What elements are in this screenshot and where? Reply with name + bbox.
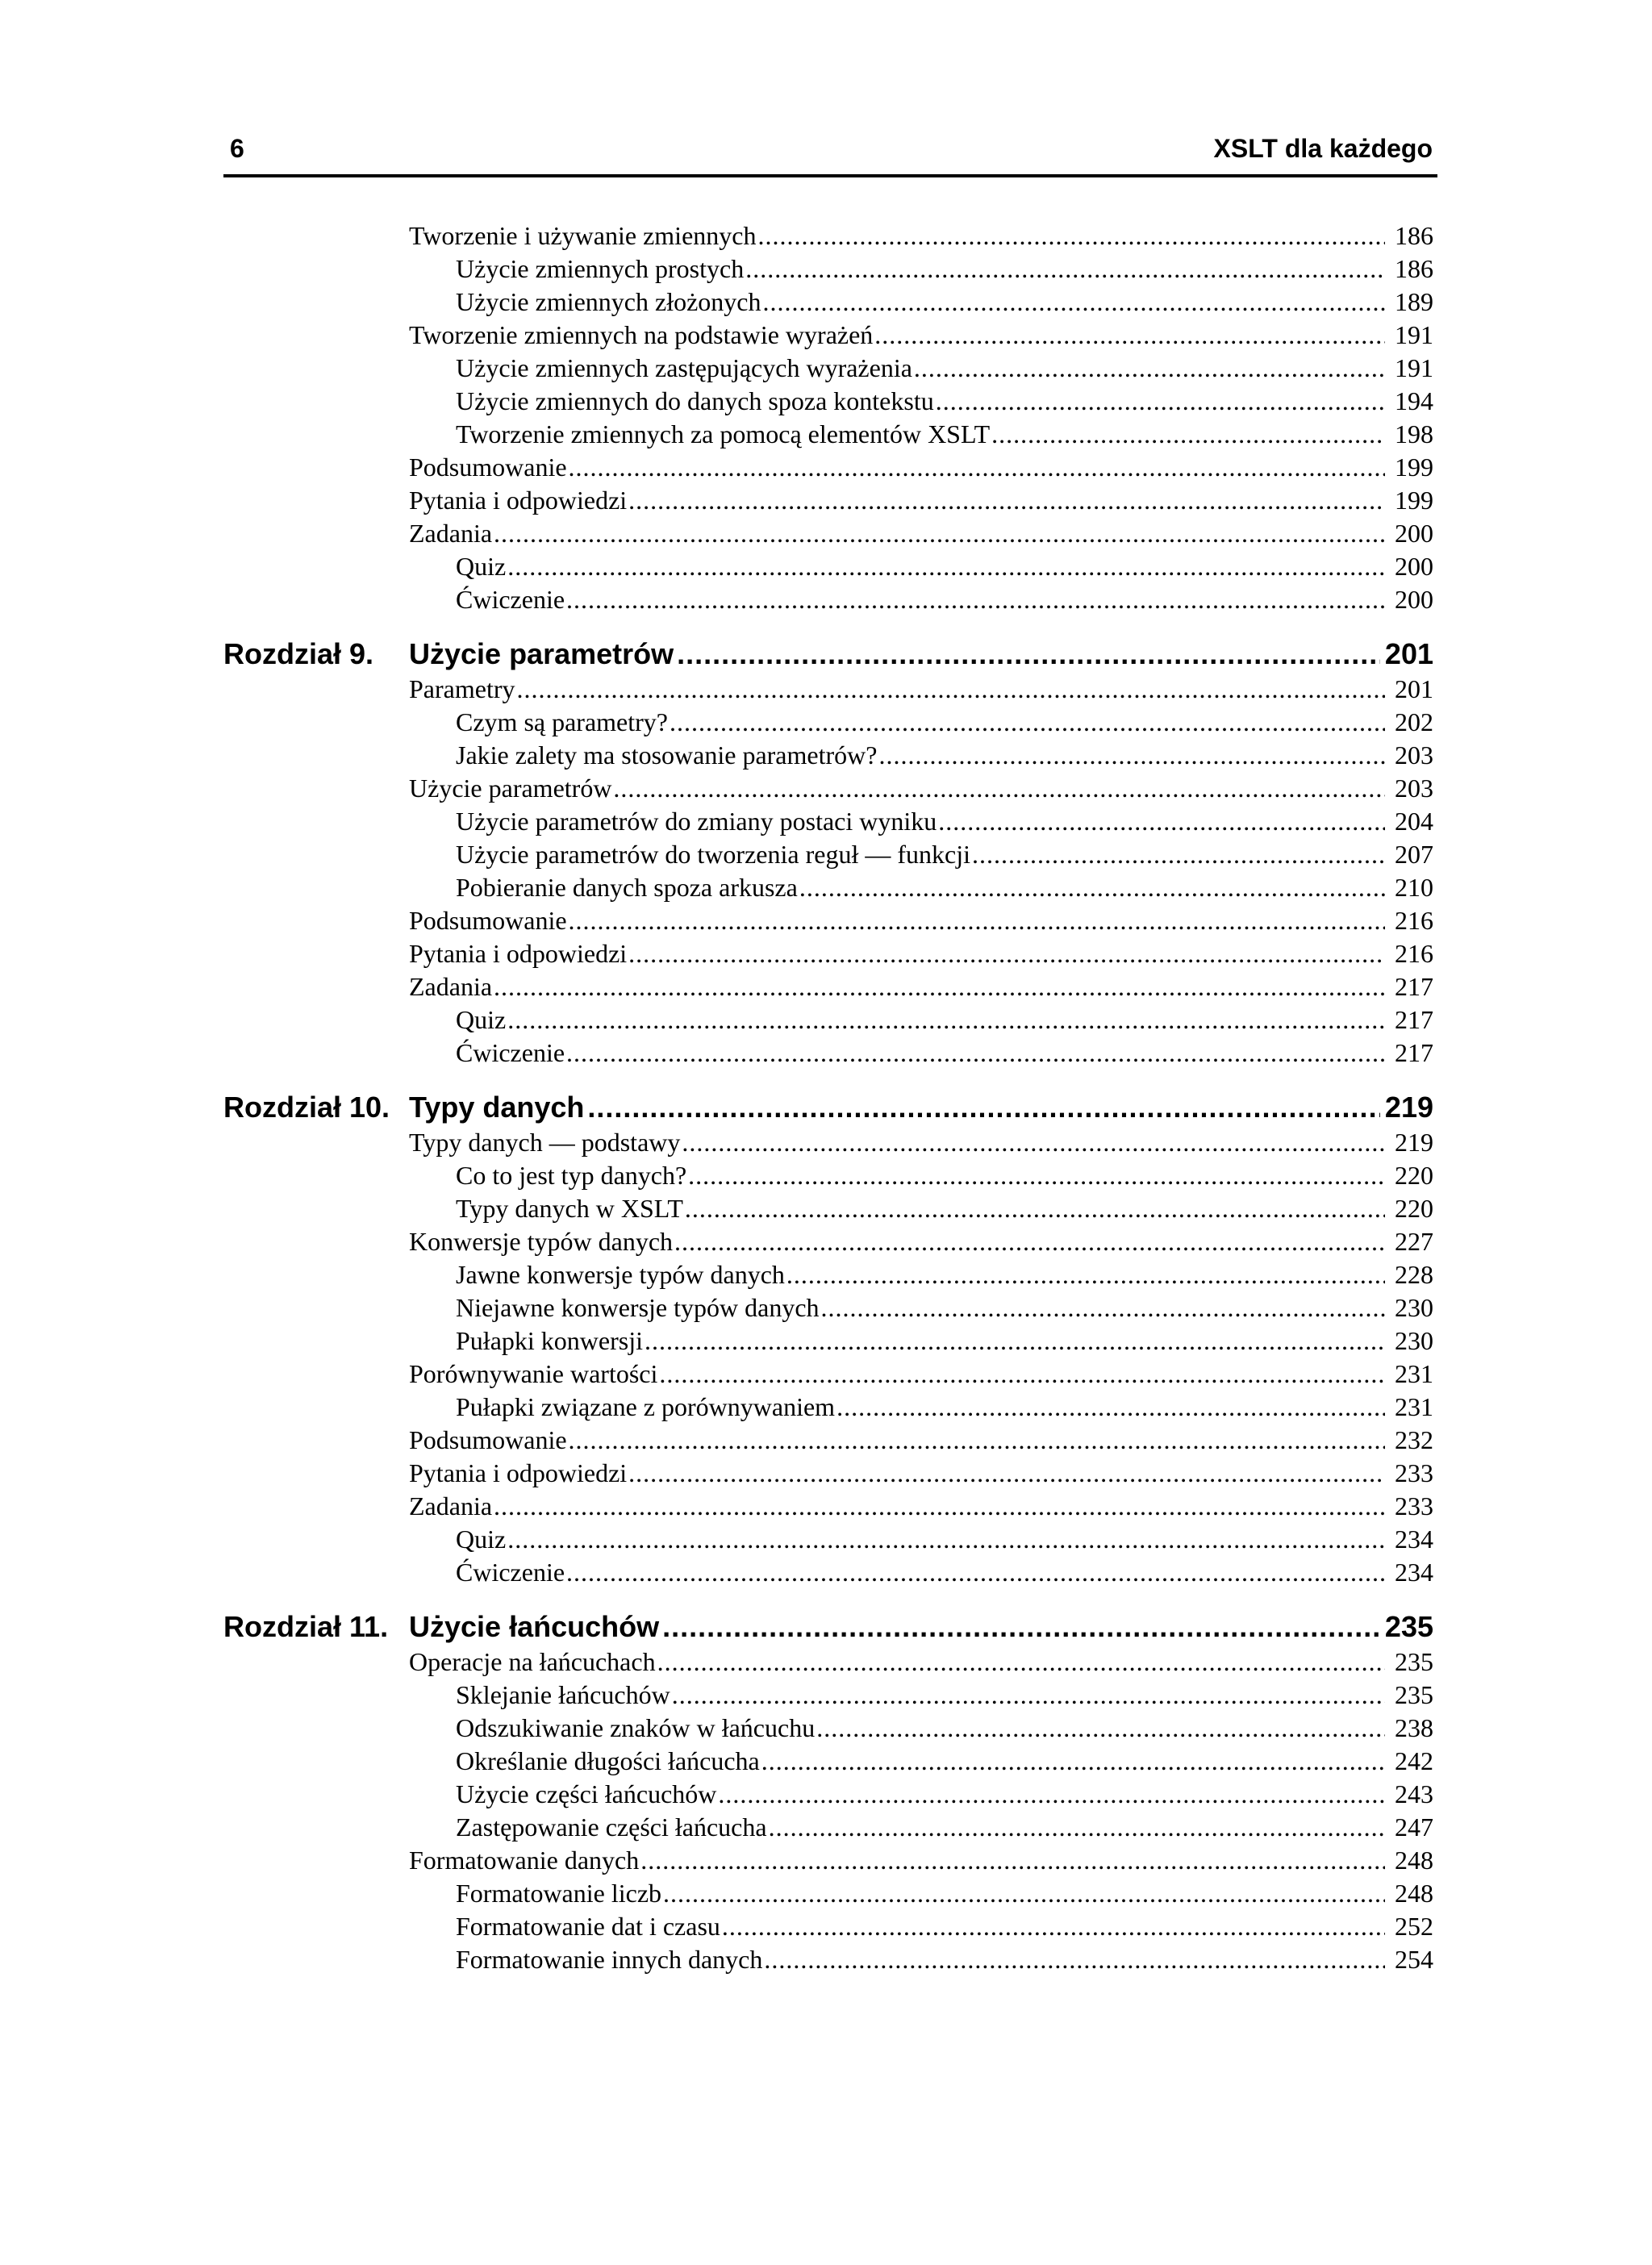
toc-section-entry [409, 673, 1433, 706]
toc-subsection-entry [456, 550, 1433, 583]
entry-title: Użycie parametrów [409, 774, 612, 803]
entry-title: Podsumowanie [409, 453, 567, 482]
entry-title: Określanie długości łańcucha [456, 1746, 760, 1775]
toc-subsection-entry [456, 1679, 1433, 1712]
page-ref: 248 [1395, 1879, 1433, 1908]
entry-title: Podsumowanie [409, 906, 567, 935]
page-ref: 254 [1395, 1945, 1433, 1974]
toc-section-entry [409, 219, 1433, 252]
dot-leader [688, 1159, 1385, 1192]
toc-section-entry [409, 904, 1433, 937]
page-ref: 201 [1384, 637, 1433, 670]
dot-leader [645, 1324, 1385, 1358]
entry-title: Zadania [409, 519, 493, 548]
entry-title: Jakie zalety ma stosowanie parametrów? [456, 740, 878, 770]
page-ref: 189 [1395, 287, 1433, 316]
dot-leader [507, 1003, 1385, 1037]
dot-leader [763, 286, 1386, 319]
entry-title: Porównywanie wartości [409, 1359, 658, 1388]
entry-title: Formatowanie liczb [456, 1879, 662, 1908]
toc-section-entry [409, 1844, 1433, 1877]
entry-title: Pułapki konwersji [456, 1326, 643, 1355]
toc-section-entry [409, 1490, 1433, 1523]
page-ref: 201 [1395, 674, 1433, 703]
entry-title: Podsumowanie [409, 1425, 567, 1454]
toc-subsection-entry [456, 286, 1433, 319]
dot-leader [507, 1523, 1385, 1556]
page-ref: 238 [1395, 1713, 1433, 1742]
running-title: XSLT dla każdego [1213, 134, 1433, 163]
page-ref: 242 [1395, 1746, 1433, 1775]
entry-title: Użycie parametrów do zmiany postaci wyniku [456, 807, 937, 836]
entry-title: Formatowanie danych [409, 1846, 640, 1875]
toc-subsection-entry [456, 1391, 1433, 1424]
page-ref: 235 [1395, 1647, 1433, 1676]
page-ref: 232 [1395, 1425, 1433, 1454]
dot-leader [566, 1556, 1385, 1589]
page-ref: 247 [1395, 1812, 1433, 1842]
entry-title: Quiz [456, 552, 507, 581]
chapter-number: Rozdział 10. [223, 1091, 390, 1124]
page-number: 6 [230, 134, 244, 163]
dot-leader [674, 1225, 1385, 1258]
page-ref: 248 [1395, 1846, 1433, 1875]
dot-leader [659, 1358, 1385, 1391]
page-ref: 234 [1395, 1558, 1433, 1587]
entry-title: Czym są parametry? [456, 707, 668, 736]
toc-section-entry [409, 319, 1433, 352]
dot-leader [761, 1745, 1385, 1778]
toc-subsection-entry [456, 385, 1433, 418]
chapter-title: Użycie parametrów [409, 637, 674, 670]
page-ref: 235 [1384, 1610, 1433, 1643]
page-ref: 234 [1395, 1525, 1433, 1554]
toc-subsection-entry [456, 1910, 1433, 1943]
toc-subsection-entry [456, 1159, 1433, 1192]
toc-chapter-heading [223, 1608, 1433, 1646]
entry-title: Zadania [409, 972, 493, 1001]
dot-leader [663, 1877, 1385, 1910]
entry-title: Formatowanie innych danych [456, 1945, 763, 1974]
dot-leader [718, 1778, 1385, 1811]
page-ref: 231 [1395, 1392, 1433, 1421]
page-ref: 198 [1395, 419, 1433, 448]
dot-leader [972, 838, 1385, 871]
page-ref: 219 [1384, 1091, 1433, 1124]
page-ref: 220 [1395, 1161, 1433, 1190]
toc-subsection-entry [456, 1037, 1433, 1070]
toc-subsection-entry [456, 706, 1433, 739]
entry-title: Zastępowanie części łańcucha [456, 1812, 767, 1842]
toc-subsection-entry [456, 418, 1433, 451]
dot-leader [672, 1679, 1385, 1712]
toc-subsection-entry [456, 838, 1433, 871]
toc-subsection-entry [456, 1324, 1433, 1358]
toc-section-entry [409, 1225, 1433, 1258]
dot-leader [685, 1192, 1385, 1225]
chapter-title: Użycie łańcuchów [409, 1610, 660, 1643]
dot-leader [836, 1391, 1385, 1424]
page-ref: 228 [1395, 1260, 1433, 1289]
page-ref: 217 [1395, 972, 1433, 1001]
toc-subsection-entry [456, 871, 1433, 904]
entry-title: Typy danych w XSLT [456, 1194, 683, 1223]
toc-section-entry [409, 772, 1433, 805]
chapter-number: Rozdział 9. [223, 637, 374, 670]
dot-leader [628, 1457, 1385, 1490]
page-ref: 200 [1395, 519, 1433, 548]
entry-title: Quiz [456, 1005, 507, 1034]
toc-subsection-entry [456, 1556, 1433, 1589]
entry-title: Niejawne konwersje typów danych [456, 1293, 820, 1322]
dot-leader [938, 805, 1385, 838]
dot-leader [764, 1943, 1385, 1976]
page-ref: 200 [1395, 585, 1433, 614]
toc-subsection-entry [456, 352, 1433, 385]
dot-leader [914, 352, 1385, 385]
page-ref: 227 [1395, 1227, 1433, 1256]
entry-title: Tworzenie i używanie zmiennych [409, 221, 757, 250]
toc-section-entry [409, 1457, 1433, 1490]
page-ref: 202 [1395, 707, 1433, 736]
toc-section-entry [409, 517, 1433, 550]
toc-section-entry [409, 484, 1433, 517]
toc-subsection-entry [456, 1811, 1433, 1844]
entry-title: Konwersje typów danych [409, 1227, 674, 1256]
dot-leader [799, 871, 1385, 904]
entry-title: Pytania i odpowiedzi [409, 486, 628, 515]
toc-subsection-entry [456, 1192, 1433, 1225]
table-of-contents [223, 219, 1433, 1976]
entry-title: Ćwiczenie [456, 1558, 565, 1587]
toc-subsection-entry [456, 805, 1433, 838]
page-ref: 200 [1395, 552, 1433, 581]
toc-subsection-entry [456, 1258, 1433, 1291]
dot-leader [722, 1910, 1385, 1943]
dot-leader [769, 1811, 1385, 1844]
toc-subsection-entry [456, 252, 1433, 286]
entry-title: Zadania [409, 1491, 493, 1520]
dot-leader [670, 706, 1385, 739]
page-ref: 252 [1395, 1912, 1433, 1941]
toc-subsection-entry [456, 1712, 1433, 1745]
page-ref: 235 [1395, 1680, 1433, 1709]
dot-leader [878, 739, 1385, 772]
entry-title: Co to jest typ danych? [456, 1161, 687, 1190]
entry-title: Operacje na łańcuchach [409, 1647, 656, 1676]
entry-title: Pułapki związane z porównywaniem [456, 1392, 836, 1421]
toc-chapter-heading [223, 636, 1433, 673]
dot-leader [569, 451, 1385, 484]
page-ref: 230 [1395, 1293, 1433, 1322]
dot-leader [874, 319, 1385, 352]
entry-title: Użycie części łańcuchów [456, 1779, 717, 1808]
toc-section-entry [409, 451, 1433, 484]
toc-subsection-entry [456, 1877, 1433, 1910]
dot-leader [640, 1844, 1385, 1877]
dot-leader [628, 937, 1385, 970]
entry-title: Ćwiczenie [456, 585, 565, 614]
page-ref: 219 [1395, 1128, 1433, 1157]
page-ref: 204 [1395, 807, 1433, 836]
toc-subsection-entry [456, 1943, 1433, 1976]
toc-subsection-entry [456, 1778, 1433, 1811]
entry-title: Tworzenie zmiennych za pomocą elementów XSLT [456, 419, 991, 448]
toc-section-entry [409, 1646, 1433, 1679]
dot-leader [566, 1037, 1385, 1070]
dot-leader [569, 904, 1385, 937]
page-ref: 199 [1395, 486, 1433, 515]
entry-title: Użycie zmiennych do danych spoza kontekstu [456, 386, 934, 415]
dot-leader [494, 517, 1385, 550]
page-ref: 207 [1395, 840, 1433, 869]
page-ref: 186 [1395, 221, 1433, 250]
dot-leader [517, 673, 1386, 706]
dot-leader [677, 636, 1380, 673]
page-ref: 216 [1395, 906, 1433, 935]
entry-title: Użycie zmiennych prostych [456, 254, 745, 283]
toc-section-entry [409, 937, 1433, 970]
toc-chapter-heading [223, 1089, 1433, 1126]
dot-leader [628, 484, 1385, 517]
dot-leader [494, 970, 1385, 1003]
entry-title: Quiz [456, 1525, 507, 1554]
page-ref: 243 [1395, 1779, 1433, 1808]
entry-title: Pytania i odpowiedzi [409, 1458, 628, 1487]
entry-title: Pobieranie danych spoza arkusza [456, 873, 798, 902]
entry-title: Odszukiwanie znaków w łańcuchu [456, 1713, 816, 1742]
dot-leader [991, 418, 1385, 451]
chapter-number: Rozdział 11. [223, 1610, 389, 1643]
toc-subsection-entry [456, 1745, 1433, 1778]
page-ref: 199 [1395, 453, 1433, 482]
dot-leader [569, 1424, 1385, 1457]
dot-leader [821, 1291, 1385, 1324]
page-ref: 233 [1395, 1491, 1433, 1520]
dot-leader [494, 1490, 1385, 1523]
page-ref: 203 [1395, 740, 1433, 770]
entry-title: Użycie zmiennych złożonych [456, 287, 761, 316]
dot-leader [507, 550, 1385, 583]
entry-title: Parametry [409, 674, 515, 703]
page-ref: 231 [1395, 1359, 1433, 1388]
entry-title: Typy danych — podstawy [409, 1128, 681, 1157]
page-ref: 233 [1395, 1458, 1433, 1487]
toc-subsection-entry [456, 1523, 1433, 1556]
dot-leader [757, 219, 1385, 252]
entry-title: Formatowanie dat i czasu [456, 1912, 720, 1941]
entry-title: Sklejanie łańcuchów [456, 1680, 670, 1709]
dot-leader [786, 1258, 1385, 1291]
page-ref: 220 [1395, 1194, 1433, 1223]
dot-leader [816, 1712, 1385, 1745]
page-header [223, 129, 1437, 177]
entry-title: Użycie parametrów do tworzenia reguł — funkcji [456, 840, 970, 869]
toc-subsection-entry [456, 583, 1433, 616]
toc-subsection-entry [456, 1003, 1433, 1037]
entry-title: Ćwiczenie [456, 1038, 565, 1067]
page-ref: 191 [1395, 320, 1433, 349]
dot-leader [613, 772, 1385, 805]
dot-leader [566, 583, 1385, 616]
toc-section-entry [409, 1358, 1433, 1391]
dot-leader [587, 1089, 1380, 1126]
page-ref: 186 [1395, 254, 1433, 283]
page-ref: 194 [1395, 386, 1433, 415]
toc-section-entry [409, 1424, 1433, 1457]
entry-title: Użycie zmiennych zastępujących wyrażenia [456, 353, 912, 382]
page-ref: 217 [1395, 1005, 1433, 1034]
page-ref: 230 [1395, 1326, 1433, 1355]
page-ref: 203 [1395, 774, 1433, 803]
entry-title: Tworzenie zmiennych na podstawie wyrażeń [409, 320, 874, 349]
page-ref: 191 [1395, 353, 1433, 382]
dot-leader [662, 1608, 1380, 1646]
entry-title: Pytania i odpowiedzi [409, 939, 628, 968]
toc-section-entry [409, 970, 1433, 1003]
dot-leader [936, 385, 1385, 418]
page-ref: 217 [1395, 1038, 1433, 1067]
page-ref: 210 [1395, 873, 1433, 902]
dot-leader [745, 252, 1385, 286]
toc-subsection-entry [456, 1291, 1433, 1324]
dot-leader [657, 1646, 1385, 1679]
toc-section-entry [409, 1126, 1433, 1159]
chapter-title: Typy danych [409, 1091, 585, 1124]
entry-title: Jawne konwersje typów danych [456, 1260, 785, 1289]
toc-subsection-entry [456, 739, 1433, 772]
dot-leader [682, 1126, 1385, 1159]
page-ref: 216 [1395, 939, 1433, 968]
